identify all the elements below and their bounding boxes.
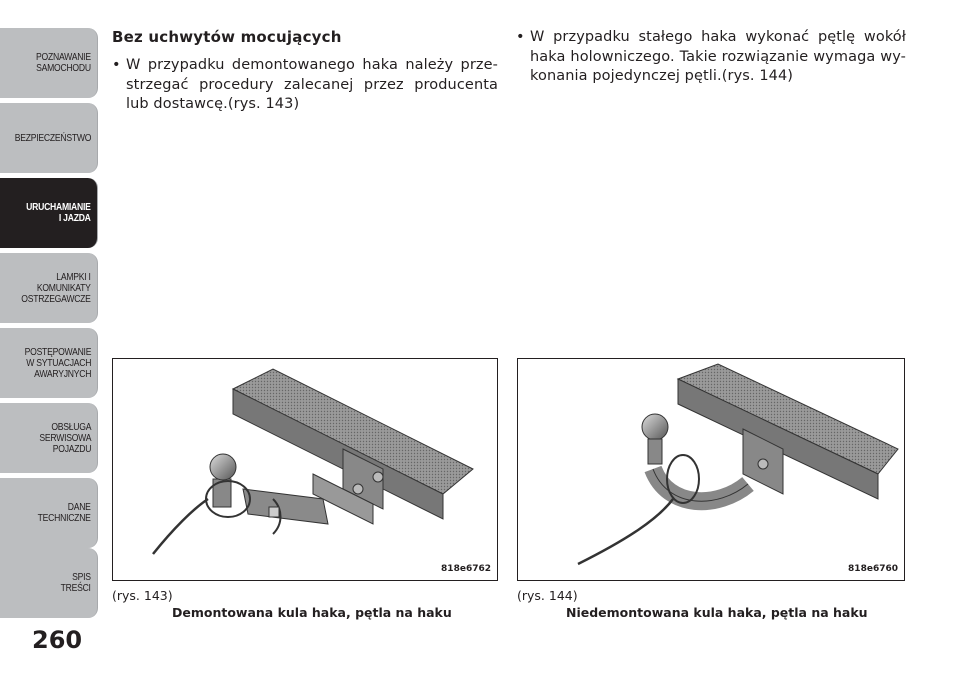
tab-label: LAMPKI I KOMUNIKATY OSTRZEGAWCZE (21, 270, 91, 305)
page-number: 260 (32, 626, 83, 654)
tab-lampki-komunikaty[interactable] (0, 253, 98, 323)
tab-bezpieczenstwo[interactable] (0, 103, 98, 173)
figure-ref: (rys. 143) (112, 588, 173, 603)
tab-label: POSTĘPOWANIE W SYTUACJACH AWARYJNYCH (24, 345, 91, 380)
bullet-text: W przypadku demontowanego haka należy prze-strzegać procedury zalecanej przez producenta lub dostawcę.(rys. 143) (126, 57, 498, 112)
tab-poznawanie-samochodu[interactable] (0, 28, 98, 98)
removable-hitch-illustration (113, 359, 497, 580)
bullet-dot: • (112, 57, 121, 73)
tab-uruchamianie-i-jazda[interactable] (0, 178, 98, 248)
tab-label: POZNAWANIE SAMOCHODU (36, 51, 91, 74)
tab-postepowanie-awaryjne[interactable] (0, 328, 98, 398)
tab-label: DANE TECHNICZNE (37, 501, 91, 524)
figure-fixed-hitch (517, 358, 905, 581)
figure-ref: (rys. 144) (517, 588, 578, 603)
tab-label: OBSŁUGA SERWISOWA POJAZDU (39, 420, 91, 455)
figure-code: 818e6760 (848, 564, 898, 574)
tab-label: BEZPIECZEŃSTWO (14, 131, 91, 144)
bullet-item (516, 28, 906, 87)
tab-obsluga-serwisowa[interactable] (0, 403, 98, 473)
figure-caption: Demontowana kula haka, pętla na haku (172, 605, 452, 620)
bullet-text: W przypadku stałego haka wykonać pętlę wokół haka holowniczego. Takie rozwiązanie wymaga wy-konania pojedynczej pętli.(rys. 144) (530, 29, 906, 84)
tab-label: URUCHAMIANIE I JAZDA (26, 201, 91, 224)
left-column (112, 28, 498, 115)
figure-removable-hitch (112, 358, 498, 581)
section-heading: Bez uchwytów mocujących (112, 28, 342, 46)
fixed-hitch-illustration (518, 359, 904, 580)
bullet-dot: • (516, 29, 525, 45)
bullet-item (112, 56, 498, 115)
figure-caption: Niedemontowana kula haka, pętla na haku (566, 605, 868, 620)
tab-spis-tresci[interactable] (0, 548, 98, 618)
tab-dane-techniczne[interactable] (0, 478, 98, 548)
tab-label: SPIS TREŚCI (60, 571, 91, 594)
figure-code: 818e6762 (441, 564, 491, 574)
right-column (516, 28, 906, 87)
